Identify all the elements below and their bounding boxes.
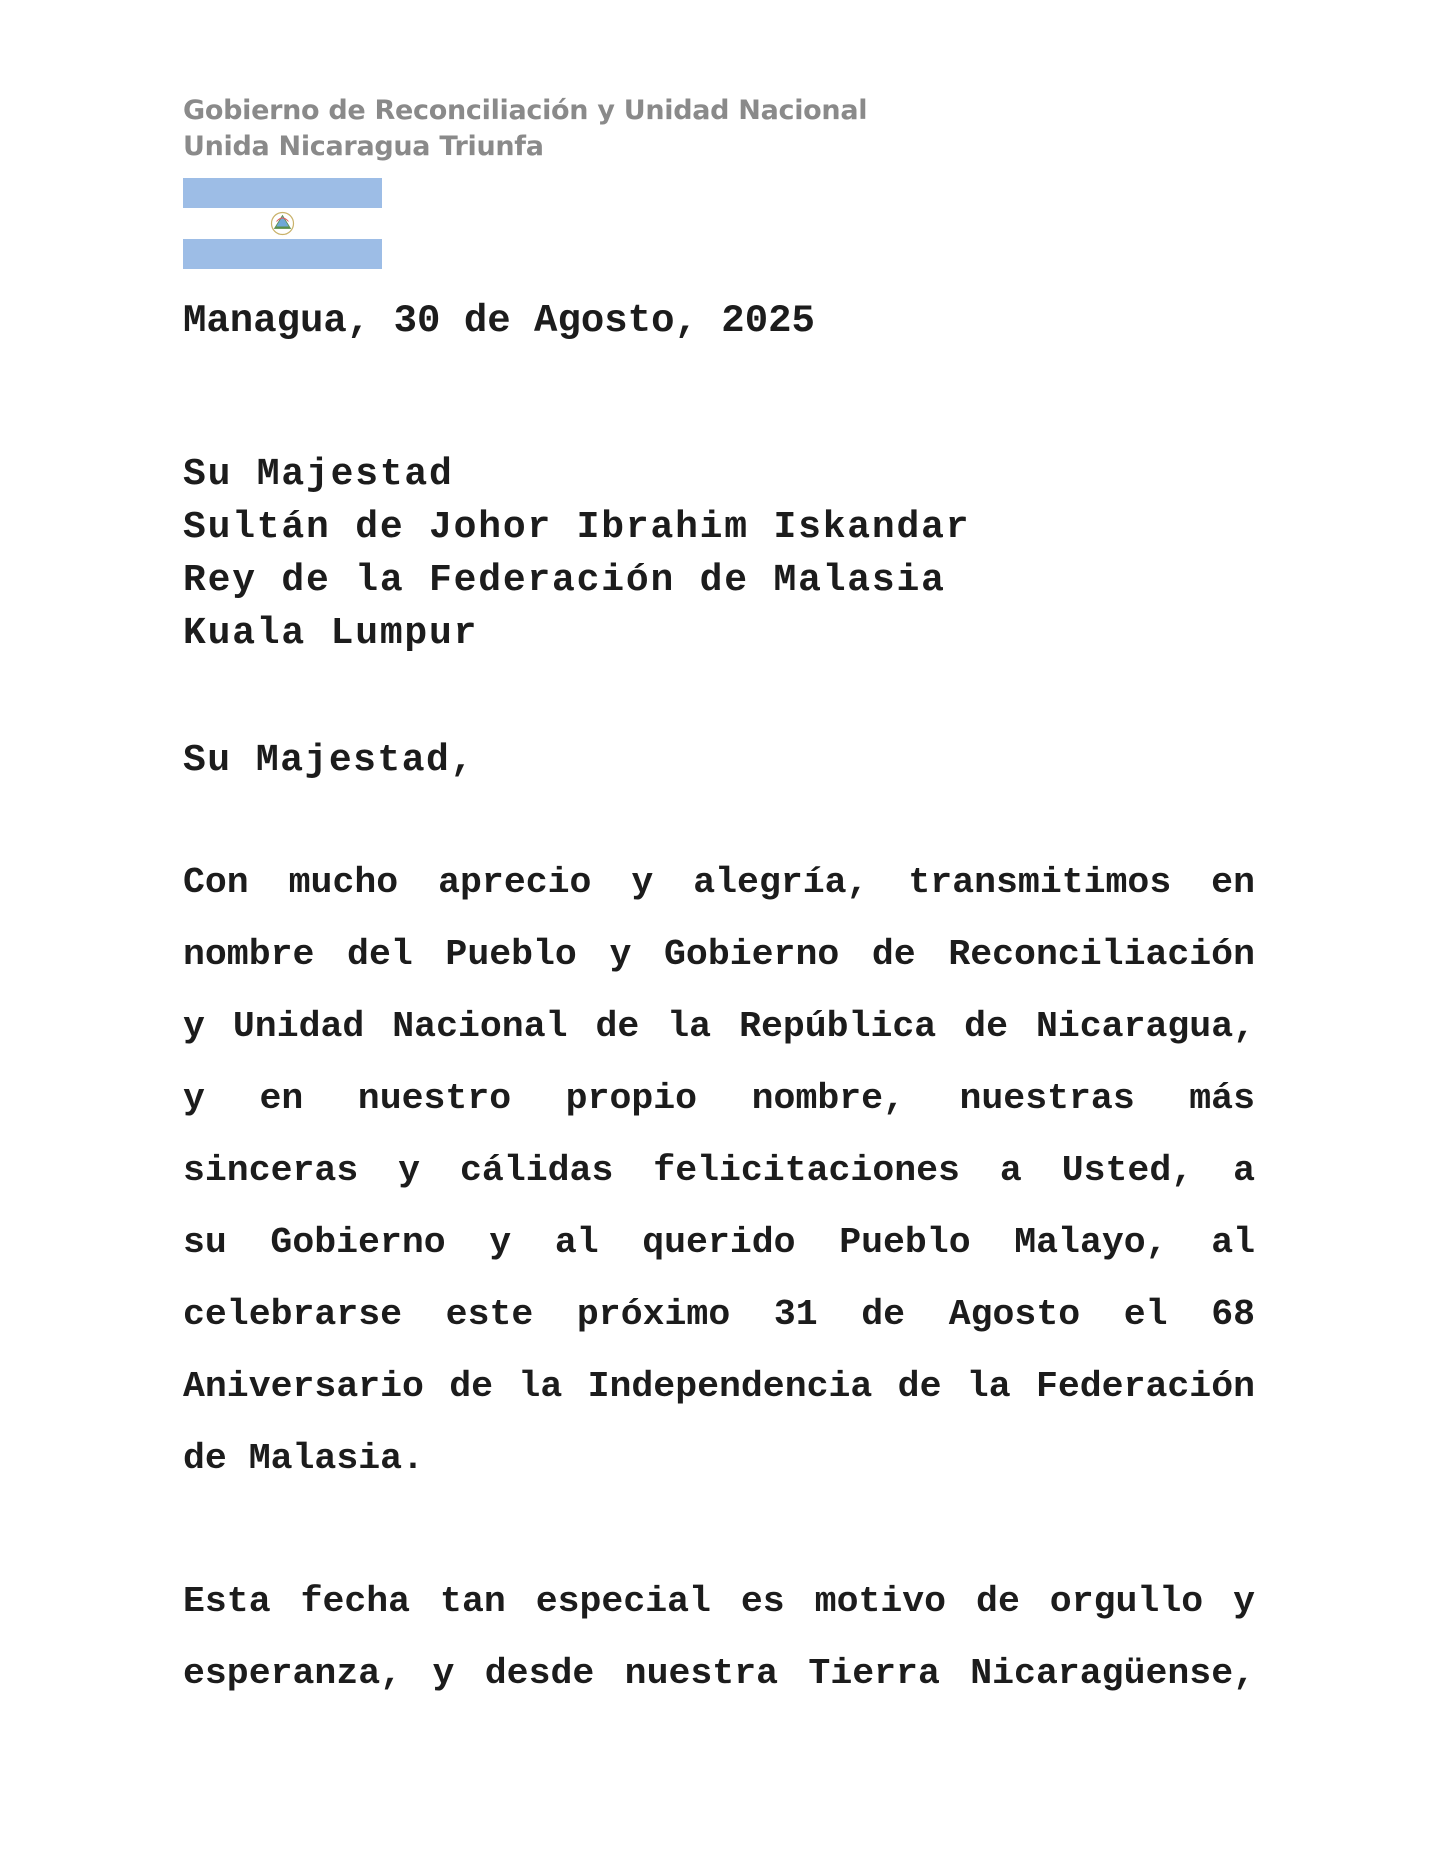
paragraph-line: Esta fecha tan especial es motivo de orgullo y xyxy=(183,1581,1255,1622)
address-line: Rey de la Federación de Malasia xyxy=(183,559,946,602)
letterhead-government-name: Gobierno de Reconciliación y Unidad Nacional xyxy=(183,95,868,126)
letterhead xyxy=(183,93,867,165)
recipient-address xyxy=(183,448,970,660)
body-paragraph-2 xyxy=(183,1566,1255,1710)
paragraph-line: sinceras y cálidas felicitaciones a Usted, a xyxy=(183,1150,1255,1191)
paragraph-line: nombre del Pueblo y Gobierno de Reconciliación xyxy=(183,934,1255,975)
letter-date: Managua, 30 de Agosto, 2025 xyxy=(183,299,815,343)
paragraph-line: esperanza, y desde nuestra Tierra Nicaragüense, xyxy=(183,1653,1255,1694)
paragraph-line: de Malasia. xyxy=(183,1438,424,1479)
paragraph-line: Aniversario de la Independencia de la Federación xyxy=(183,1366,1255,1407)
address-line: Su Majestad xyxy=(183,453,454,496)
nicaragua-flag-icon xyxy=(183,178,382,269)
paragraph-line: y en nuestro propio nombre, nuestras más xyxy=(183,1078,1255,1119)
address-line: Kuala Lumpur xyxy=(183,612,479,655)
letterhead-slogan: Unida Nicaragua Triunfa xyxy=(183,131,544,162)
salutation: Su Majestad, xyxy=(183,739,475,782)
address-line: Sultán de Johor Ibrahim Iskandar xyxy=(183,506,971,549)
paragraph-line: Con mucho aprecio y alegría, transmitimos en xyxy=(183,862,1255,903)
paragraph-line: celebrarse este próximo 31 de Agosto el 68 xyxy=(183,1294,1255,1335)
paragraph-line: su Gobierno y al querido Pueblo Malayo, al xyxy=(183,1222,1255,1263)
paragraph-line: y Unidad Nacional de la República de Nicaragua, xyxy=(183,1006,1255,1047)
body-paragraph-1 xyxy=(183,847,1255,1495)
